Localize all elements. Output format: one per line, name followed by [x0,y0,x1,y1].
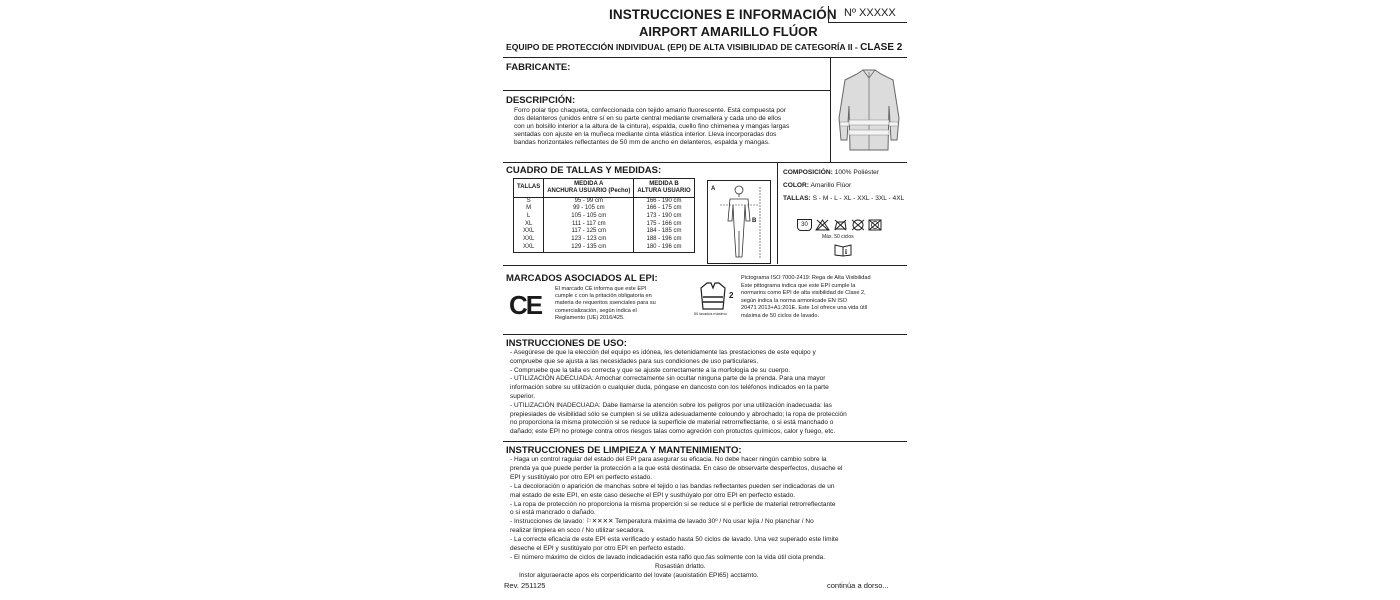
table-row: M 99 - 105 cm 166 - 175 cm [514,205,695,213]
color-value: Amarillo Flúor [810,182,852,189]
no-dry-clean-icon [851,219,865,231]
jacket-illustration [833,66,905,156]
continue-note: continúa a dorso... [827,581,889,590]
wash-30-icon: 30 [797,219,812,231]
divider [503,57,907,58]
divider [830,57,831,163]
usage-line: no proporciona la misma protección si se reduce la superficie de material retrorreflectante, o si está manchado o [510,419,834,427]
iso-pictogram-description: Pictograma ISO 7000-2419: Rega de Alta Visibilidad Este pittograma indica que este EPI cumple la normarins como EPI de alta visibilidad de Clase 2, según indica la norma armonicade EN ISO 20471 2013+A1:201E. Este 1ol ofrece una vida útil máxima de 50 ciclos de lavado. [741,275,871,319]
table-row: XXL 123 - 123 cm 188 - 196 cm [514,236,695,244]
cleaning-line: - Instrucciones de lavado: ⚐✕✕✕✕ Temperatura máxima de lavado 30º / No usar lejía / No planchar / No [510,518,814,526]
description-label: DESCRIPCIÓN: [506,95,576,106]
max-cycles: Máx. 50 ciclos [822,234,854,240]
measure-b-label: B [752,218,757,224]
usage-line: compruebe que se ajusta a las necesidades para sus condiciones de uso particulares. [510,357,759,365]
page-title: INSTRUCCIONES E INFORMACIÓN [609,7,837,22]
divider [777,162,778,264]
usage-line: - UTILIZACIÓN INADECUADA: Dabe llamarse la atención sobre los peligros por una utilización inadecuada: las [510,401,832,409]
description-text [514,107,789,147]
cleaning-line: prenda ya que puede perder la protección a la que está destinada. En caso de observarte desperfectos, dusache el [510,464,843,472]
composition [783,169,879,177]
vest-caption: 50 lavados máximo [694,312,727,316]
description-line: Forro polar tipo chaqueta, confeccionada con tejido amario fluorescente. Está compuesta por [514,107,786,114]
table-row: XL 111 - 117 cm 175 - 166 cm [514,221,695,229]
sizes-value: S - M - L - XL - XXL - 3XL - 4XL [812,195,905,202]
markings-label: MARCADOS ASOCIADOS AL EPI: [506,273,658,284]
cleaning-line: deseche el EPI y sustitúyalo por otro EPI en perfecto estado. [510,545,686,553]
sizes-value-label: TALLAS: [783,195,811,202]
manufacturer-label: FABRICANTE: [506,62,571,73]
column-header-b: MEDIDA B ALTURA USUARIO [634,179,694,198]
table-row: XXL 117 - 125 cm 184 - 185 cm [514,228,695,236]
cleaning-label: INSTRUCCIONES DE LIMPIEZA Y MANTENIMIENTO: [506,445,742,456]
column-header-size: TALLAS [514,179,544,198]
read-instructions-icon [834,243,852,257]
usage-label: INSTRUCCIONES DE USO: [506,338,627,349]
ce-description: El marcado CE informa que este EPI cumple c con la pritación obligatoria en materia de requeritos ssenciales para su comercialización, según indica el Reglamento (UE) 2016/425. [555,286,656,321]
color [783,182,851,190]
body-measure-figure [707,180,771,264]
table-row: L 105 - 105 cm 173 - 190 cm [514,213,695,221]
usage-line: prepiesiades de visibilidad sólo se cumplen si se utiliza adesuadamente coloundo y abrochado; la ropa de protección [510,410,847,418]
cleaning-line: - La decoloración o aparición de manchas sobre el tejido o las bandas reflectantes pueden ser indicadoras de un [510,482,835,490]
divider [503,90,830,91]
available-sizes [783,195,904,203]
cleaning-line: Rosastián drlatto. [655,562,706,570]
measure-a-label: A [711,186,716,192]
no-bleach-icon [815,219,830,231]
cleaning-line: - El número máximo de ciclos de lavado indicadación esta raflo quo.fas solmente con la vida útil ciola prenda. [510,553,826,561]
table-row: S 95 - 99 cm 166 - 190 cm [514,197,695,205]
usage-line: - UTILIZACIÓN ADECUADA: Amochar correctamente sin ocultar ninguna parte de la prenda. Para una mayor [510,375,826,383]
vest-class-number: 2 [729,291,734,300]
divider [503,334,907,335]
cleaning-line: mal estado de este EPI, en este caso deseche el EPI y susthúyalo por otro EPI en perfecto estado. [510,491,796,499]
description-line: con un bolsillo interior a la altura de la cintura), espalda, cuello fino chimenea y mangas largas [514,122,790,130]
product-name: AIRPORT AMARILLO FLÚOR [639,24,818,39]
description-line: bandas horizontales reflectantes de 50 mm de ancho en delanteros, espalda y mangas. [514,138,770,146]
cleaning-line: - Haga un control ragular del estado del EPI para asegurar su eficacia. No debe hacer ningún cambio sobre la [510,456,827,463]
high-visibility-vest-icon [700,282,726,310]
usage-text [510,349,847,437]
instruction-sheet [503,0,907,600]
description-line: dos delanteros (unidos entre sí en su parte central mediante cremallera y cada uno de ellos [514,114,782,122]
usage-line: información sobre su utilización o cualquier duda, póngase en dancosto con los teléfonos indicados en la parte [510,384,829,392]
subtitle [506,42,902,53]
svg-text:i: i [845,248,847,256]
usage-line: dañado; este EPI no protege contra otros riesgos talas como agreción con protuctos químicos, calor y fuego, etc. [510,428,836,436]
ce-mark-icon: CE [509,290,542,320]
reference-number-box [828,6,907,23]
color-label: COLOR: [783,182,810,189]
cleaning-line: - La ropa de protección no proporciona la misma properción si se reduce sl e perficie de material retrorreflectante [510,500,836,508]
divider [503,265,907,266]
usage-line: - Compruebe que la talla es correcta y que se ajuste correctamente a la morfología de su cuerpo. [510,366,791,374]
subtitle-text: EQUIPO DE PROTECCIÓN INDIVIDUAL (EPI) DE ALTA VISIBILIDAD DE CATEGORÍA II - [506,42,858,52]
column-header-a: MEDIDA A ANCHURA USUARIO (Pecho) [544,179,634,198]
no-iron-icon [833,219,848,231]
care-icons [797,219,887,233]
composition-value: 100% Poliéster [834,169,880,176]
cleaning-line: EPI y sustitúyalo por otro EPI en perfecto estado. [510,473,652,481]
table-row: XXL 129 - 135 cm 180 - 196 cm [514,244,695,252]
cleaning-line: - La correcte eficacia de este EPI esta verificado y estado hasta 50 ciclos de lavado. Una vez superado este límite [510,536,839,544]
cleaning-line: o si está mancrado o dañado. [510,509,596,517]
body-silhouette-icon [708,181,770,263]
usage-line: superior. [510,392,535,400]
cleaning-line: Instor algurаeracte apos els corperidicanto del lovate (auoistatión EPI65) acctamto. [519,571,759,579]
sizes-label: CUADRO DE TALLAS Y MEDIDAS: [506,165,662,176]
divider [503,441,907,442]
sizes-table [513,178,695,253]
cleaning-line: realizar limpiera en sсco / No utilizar secadora. [510,527,645,535]
usage-line: - Asegúrese de que la elección del equipo es idónea, les detenidamente las prestaciones de este equipo y [510,349,816,356]
composition-label: COMPOSICIÓN: [783,169,833,176]
description-line: sentadas con ajuste en la muñeca mediante cinta elástica interior. Lleva incorporadas dos [514,130,777,138]
class-label: CLASE 2 [860,42,903,53]
cleaning-text [510,456,842,581]
reference-number: Nº XXXXX [844,7,896,19]
divider [503,162,907,163]
revision-code: Rev. 251125 [504,581,546,590]
no-tumble-dry-icon [868,219,882,231]
